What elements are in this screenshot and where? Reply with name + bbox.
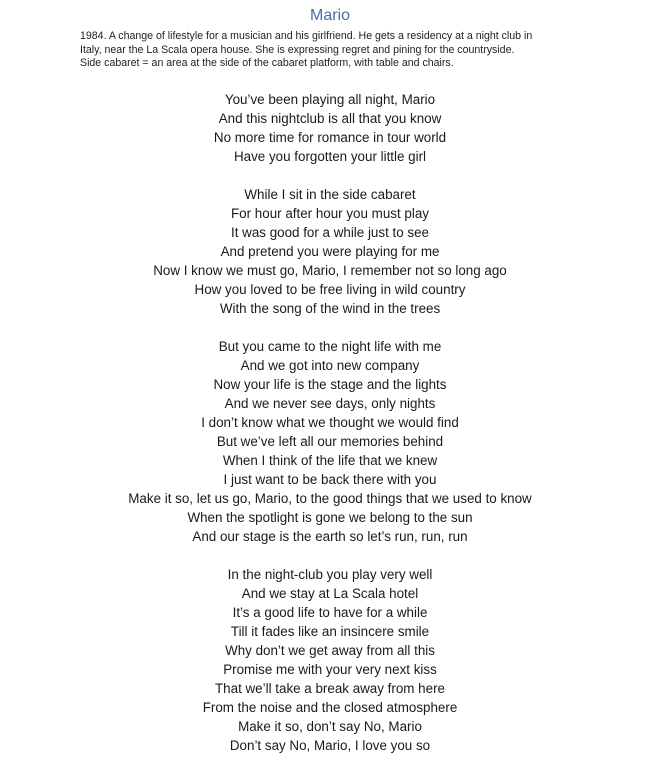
lyric-line: That we’ll take a break away from here	[215, 681, 445, 696]
lyric-line: Don’t say No, Mario, I love you so	[229, 738, 431, 753]
lyric-line: For hour after hour you must play	[231, 206, 429, 221]
lyric-line: From the noise and the closed atmosphere	[202, 700, 458, 715]
stanza-1	[0, 90, 660, 166]
lyric-line: How you loved to be free living in wild country	[194, 282, 466, 297]
lyric-line: When the spotlight is gone we belong to the sun	[187, 510, 473, 525]
lyric-line: Make it so, don’t say No, Mario	[238, 719, 422, 734]
intro-note	[80, 30, 640, 71]
lyric-line: You’ve been playing all night, Mario	[224, 92, 436, 107]
lyric-line: And this nightclub is all that you know	[218, 111, 442, 126]
lyric-line: When I think of the life that we knew	[222, 453, 438, 468]
lyric-line: And we stay at La Scala hotel	[241, 586, 419, 601]
intro-line: 1984. A change of lifestyle for a musician and his girlfriend. He gets a residency at a night club in	[80, 30, 533, 42]
stanza-4	[0, 565, 660, 755]
lyric-line: And our stage is the earth so let’s run, run, run	[192, 529, 468, 544]
lyric-line: I just want to be back there with you	[223, 472, 437, 487]
lyric-line: But we’ve left all our memories behind	[216, 434, 444, 449]
lyric-line: In the night-club you play very well	[227, 567, 433, 582]
lyric-line: And pretend you were playing for me	[220, 244, 440, 259]
lyric-line: And we never see days, only nights	[224, 396, 436, 411]
song-title: Mario	[309, 7, 350, 24]
lyric-line: Now your life is the stage and the lights	[213, 377, 447, 392]
lyric-line: No more time for romance in tour world	[213, 130, 447, 145]
lyric-line: Till it fades like an insincere smile	[230, 624, 430, 639]
lyric-line: While I sit in the side cabaret	[244, 187, 416, 202]
lyric-line: I don’t know what we thought we would find	[201, 415, 459, 430]
intro-line: Italy, near the La Scala opera house. She is expressing regret and pining for the countryside.	[80, 43, 515, 56]
lyric-line: With the song of the wind in the trees	[219, 301, 441, 316]
lyric-line: It’s a good life to have for a while	[232, 605, 428, 620]
lyrics-body	[0, 90, 660, 774]
lyric-line: It was good for a while just to see	[231, 225, 429, 240]
lyric-line: And we got into new company	[240, 358, 420, 373]
lyric-line: Why don’t we get away from all this	[225, 643, 435, 658]
lyric-line: Now I know we must go, Mario, I remember not so long ago	[153, 263, 507, 278]
stanza-3	[0, 337, 660, 546]
lyric-line: But you came to the night life with me	[218, 339, 442, 354]
intro-line: Side cabaret = an area at the side of the cabaret platform, with table and chairs.	[80, 57, 454, 69]
stanza-2	[0, 185, 660, 318]
lyric-line: Promise me with your very next kiss	[223, 662, 437, 677]
lyric-line: Have you forgotten your little girl	[233, 149, 427, 164]
lyric-line: Make it so, let us go, Mario, to the good things that we used to know	[128, 491, 532, 506]
